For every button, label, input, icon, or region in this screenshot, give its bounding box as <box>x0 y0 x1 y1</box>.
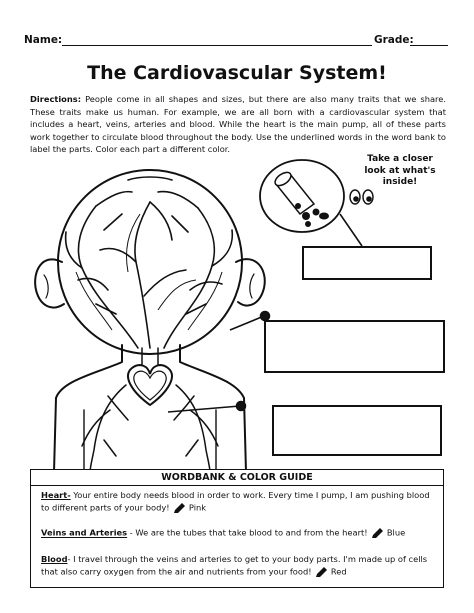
wordbank-term: Blood <box>41 554 68 564</box>
wordbank-color-guide <box>30 469 444 588</box>
head-vessels <box>66 177 233 348</box>
pencil-icon <box>172 502 186 514</box>
directions-label: Directions: <box>30 94 82 104</box>
grade-label: Grade: <box>374 34 414 46</box>
page-title: The Cardiovascular System! <box>87 62 387 84</box>
left-shoulder <box>54 345 122 472</box>
head-vessel-walls <box>76 214 222 330</box>
pencil-icon <box>314 566 328 578</box>
label-pointers <box>168 214 367 412</box>
wordbank-description: - I travel through the veins and arteries to get to your body parts. I'm made up of cells that also carry oxygen from the air and nutrients from your food! <box>41 554 428 576</box>
wordbank-description: Your entire body needs blood in order to work. Every time I pump, I am pushing blood to different parts of your body! <box>41 490 430 512</box>
wordbank-color: Blue <box>386 527 406 538</box>
googly-eyes-icon <box>350 190 373 204</box>
wordbank-title: WORDBANK & COLOR GUIDE <box>31 470 443 486</box>
wordbank-term: Heart- <box>41 490 71 500</box>
wordbank-description: - We are the tubes that take blood to and from the heart! <box>127 527 368 538</box>
wordbank-entry-veins-arteries <box>41 527 437 539</box>
label-box-veins-arteries[interactable] <box>264 320 445 373</box>
wordbank-term: Veins and Arteries <box>41 527 128 538</box>
pencil-icon <box>370 527 384 539</box>
wordbank-entry-heart <box>41 490 437 514</box>
heart-icon <box>128 365 172 405</box>
label-box-blood[interactable] <box>302 246 432 280</box>
head-outline <box>58 170 242 354</box>
label-box-heart[interactable] <box>272 405 442 456</box>
closer-look-note: Take a closer look at what's inside! <box>364 154 436 187</box>
wordbank-color: Red <box>330 566 347 576</box>
directions-text: People come in all shapes and sizes, but there are also many traits that we share. These traits make us human. For example, we are all born with a cardiovascular system that includes a heart, veins, arteries and blood. While the heart is the main pump, all of these parts work together to circulate blood throughout the body. Use the underlined words in the word bank to label the parts. Color each part a different color. <box>30 94 447 155</box>
wordbank-color: Pink <box>188 502 207 512</box>
wordbank-entry-blood <box>41 554 437 578</box>
name-label: Name: <box>24 34 63 46</box>
